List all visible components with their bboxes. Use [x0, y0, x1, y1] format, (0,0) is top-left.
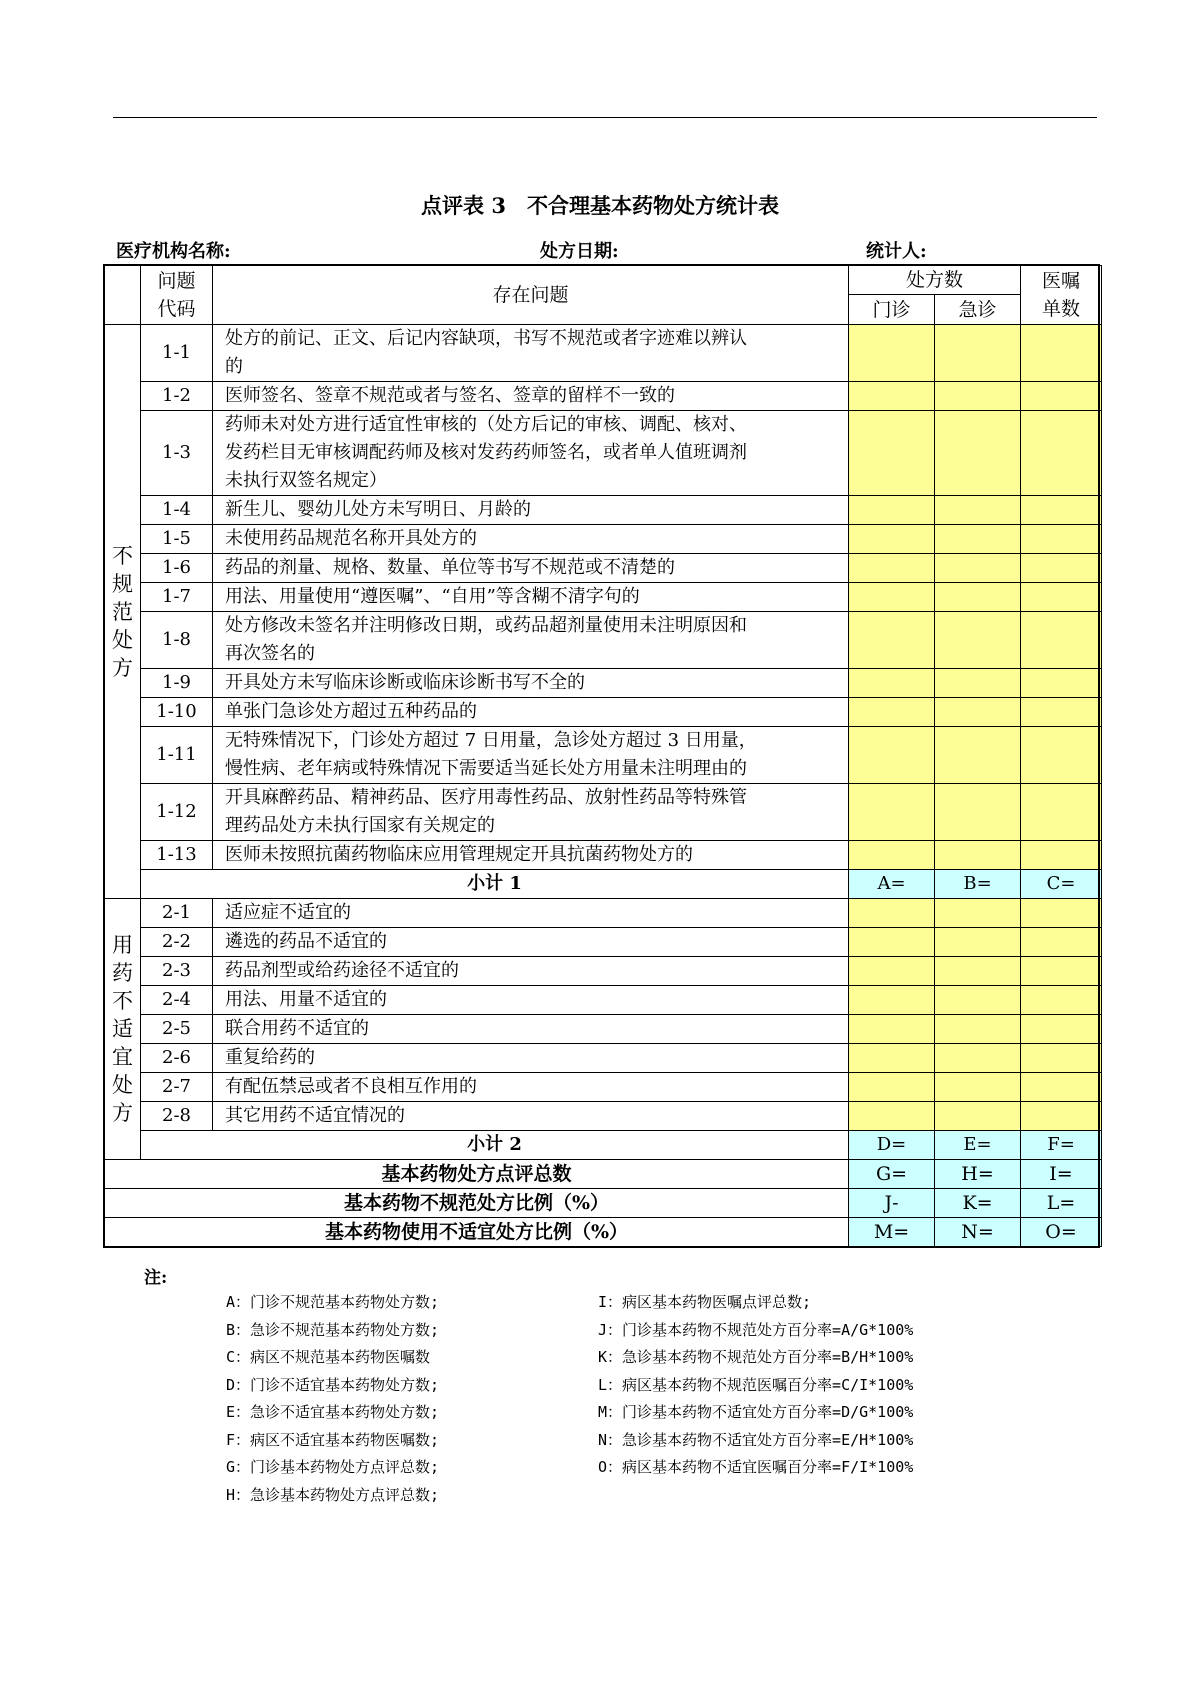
- issue-description-line: 未使用药品规范名称开具处方的: [225, 528, 477, 549]
- emergency-count-input[interactable]: [935, 986, 1021, 1015]
- section-label-char: 用: [112, 933, 133, 957]
- issue-description-line: 单张门急诊处方超过五种药品的: [225, 701, 477, 722]
- issue-code: 2-8: [141, 1102, 213, 1131]
- total-row: [105, 1218, 1102, 1247]
- statistician-label: 统计人:: [866, 241, 927, 262]
- order-count-input[interactable]: [1021, 1102, 1102, 1131]
- notes-right-column: [598, 1289, 913, 1482]
- outpatient-count-input[interactable]: [849, 1015, 935, 1044]
- section-label-char: 药: [112, 961, 133, 985]
- note-line: O：病区基本药物不适宜医嘱百分率=F/I*100%: [598, 1458, 914, 1476]
- issue-code: 1-3: [141, 411, 213, 496]
- table-row: [105, 325, 1102, 382]
- section-label-char: 规: [112, 571, 133, 596]
- issue-description-line: 遴选的药品不适宜的: [225, 931, 387, 952]
- outpatient-count-input[interactable]: [849, 986, 935, 1015]
- issue-code: 2-6: [141, 1044, 213, 1073]
- outpatient-count-input[interactable]: [849, 841, 935, 870]
- issue-code: 1-13: [141, 841, 213, 870]
- order-count-input[interactable]: [1021, 698, 1102, 727]
- note-line: J：门诊基本药物不规范处方百分率=A/G*100%: [598, 1320, 914, 1339]
- emergency-count-input[interactable]: [935, 727, 1021, 784]
- outpatient-count-input[interactable]: [849, 554, 935, 583]
- issue-code: 2-2: [141, 928, 213, 957]
- outpatient-count-input[interactable]: [849, 583, 935, 612]
- issue-description-line: 适应症不适宜的: [225, 902, 351, 923]
- order-count-input[interactable]: [1021, 986, 1102, 1015]
- header-orders: [1021, 266, 1102, 325]
- total-value-cell[interactable]: J-: [849, 1189, 935, 1218]
- header-blank: [105, 266, 141, 325]
- notes-left-column: [226, 1289, 439, 1509]
- emergency-count-input[interactable]: [935, 325, 1021, 382]
- table-row: [105, 411, 1102, 496]
- issue-description: [213, 554, 849, 583]
- note-line: B：急诊不规范基本药物处方数;: [226, 1320, 440, 1339]
- subtotal-value-cell[interactable]: C=: [1021, 870, 1102, 899]
- issue-description: [213, 928, 849, 957]
- issue-code: 1-4: [141, 496, 213, 525]
- total-label: 基本药物使用不适宜处方比例（%）: [105, 1218, 849, 1247]
- section-label-char: 适: [112, 1017, 133, 1041]
- issue-description-line: 药品剂型或给药途径不适宜的: [225, 960, 459, 981]
- issue-description-line: 重复给药的: [225, 1047, 315, 1068]
- emergency-count-input[interactable]: [935, 928, 1021, 957]
- order-count-input[interactable]: [1021, 899, 1102, 928]
- issue-code: 1-10: [141, 698, 213, 727]
- issue-code: 1-7: [141, 583, 213, 612]
- issue-description: [213, 986, 849, 1015]
- total-row: [105, 1189, 1102, 1218]
- issue-description-line: 新生儿、婴幼儿处方未写明日、月龄的: [225, 499, 531, 520]
- issue-description-line: 有配伍禁忌或者不良相互作用的: [225, 1076, 477, 1097]
- issue-code: 1-11: [141, 727, 213, 784]
- issue-description: [213, 899, 849, 928]
- issue-description: [213, 957, 849, 986]
- table-row: [105, 957, 1102, 986]
- page-title: 点评表 3 不合理基本药物处方统计表: [421, 193, 779, 218]
- outpatient-count-input[interactable]: [849, 411, 935, 496]
- issue-code: 1-5: [141, 525, 213, 554]
- issue-description-line: 联合用药不适宜的: [225, 1018, 369, 1039]
- order-count-input[interactable]: [1021, 554, 1102, 583]
- issue-description-line: 用法、用量使用“遵医嘱”、“自用”等含糊不清字句的: [225, 586, 640, 607]
- section-label-char: 处: [112, 1073, 133, 1097]
- header-code-line: 代码: [157, 298, 196, 320]
- issue-description-line: 医师签名、签章不规范或者与签名、签章的留样不一致的: [225, 385, 675, 406]
- header-orders-line: 医嘱: [1042, 270, 1081, 292]
- outpatient-count-input[interactable]: [849, 1102, 935, 1131]
- note-line: I：病区基本药物医嘱点评总数;: [598, 1293, 812, 1311]
- irregular-subtotal-row: [105, 870, 1102, 899]
- issue-description: [213, 1073, 849, 1102]
- issue-description-line: 其它用药不适宜情况的: [225, 1105, 405, 1126]
- subtotal-label: 小计 1: [141, 870, 849, 899]
- subtotal-value-cell[interactable]: B=: [935, 870, 1021, 899]
- date-label: 处方日期:: [540, 241, 619, 262]
- note-line: M：门诊基本药物不适宜处方百分率=D/G*100%: [598, 1403, 914, 1421]
- issue-description: [213, 784, 849, 841]
- section-label-char: 方: [112, 1101, 133, 1125]
- table-row: [105, 583, 1102, 612]
- table-row: [105, 1044, 1102, 1073]
- issue-description-line: 慢性病、老年病或特殊情况下需要适当延长处方用量未注明理由的: [225, 758, 747, 779]
- issue-description-line: 医师未按照抗菌药物临床应用管理规定开具抗菌药物处方的: [225, 844, 693, 865]
- subtotal-value-cell[interactable]: A=: [849, 870, 935, 899]
- issue-description-line: 药品的剂量、规格、数量、单位等书写不规范或不清楚的: [225, 557, 675, 578]
- issue-code: 1-9: [141, 669, 213, 698]
- note-line: K：急诊基本药物不规范处方百分率=B/H*100%: [598, 1348, 914, 1366]
- issue-description: [213, 727, 849, 784]
- issue-description: [213, 325, 849, 382]
- outpatient-count-input[interactable]: [849, 669, 935, 698]
- issue-description: [213, 698, 849, 727]
- order-count-input[interactable]: [1021, 382, 1102, 411]
- table-row: [105, 1102, 1102, 1131]
- header-orders-line: 单数: [1042, 298, 1081, 320]
- issue-description-line: 的: [225, 356, 243, 377]
- table-row: [105, 727, 1102, 784]
- note-line: D：门诊不适宜基本药物处方数;: [226, 1375, 440, 1394]
- table-row: [105, 698, 1102, 727]
- outpatient-count-input[interactable]: [849, 496, 935, 525]
- order-count-input[interactable]: [1021, 957, 1102, 986]
- order-count-input[interactable]: [1021, 583, 1102, 612]
- table-row: [105, 841, 1102, 870]
- order-count-input[interactable]: [1021, 1073, 1102, 1102]
- note-line: L：病区基本药物不规范医嘱百分率=C/I*100%: [598, 1375, 914, 1394]
- outpatient-count-input[interactable]: [849, 784, 935, 841]
- inappropriate-subtotal-row: [105, 1131, 1102, 1160]
- total-value-cell[interactable]: I=: [1021, 1160, 1102, 1189]
- total-value-cell[interactable]: L=: [1021, 1189, 1102, 1218]
- header-code: [141, 266, 213, 325]
- issue-code: 1-6: [141, 554, 213, 583]
- issue-description-line: 用法、用量不适宜的: [225, 989, 387, 1010]
- note-line: C：病区不规范基本药物医嘱数: [226, 1348, 431, 1366]
- issue-description-line: 开具处方未写临床诊断或临床诊断书写不全的: [225, 672, 585, 693]
- issue-description: [213, 496, 849, 525]
- section-label-char: 方: [112, 655, 133, 680]
- note-line: G：门诊基本药物处方点评总数;: [226, 1458, 440, 1476]
- emergency-count-input[interactable]: [935, 496, 1021, 525]
- table-row: [105, 986, 1102, 1015]
- issue-description-line: 理药品处方未执行国家有关规定的: [225, 815, 495, 836]
- issue-description-line: 药师未对处方进行适宜性审核的（处方后记的审核、调配、核对、: [225, 414, 747, 435]
- inappropriate-section-label: [105, 899, 141, 1160]
- total-value-cell[interactable]: G=: [849, 1160, 935, 1189]
- order-count-input[interactable]: [1021, 928, 1102, 957]
- emergency-count-input[interactable]: [935, 1073, 1021, 1102]
- header-outpatient: 门诊: [849, 295, 935, 325]
- table-row: [105, 899, 1102, 928]
- issue-code: 1-12: [141, 784, 213, 841]
- emergency-count-input[interactable]: [935, 554, 1021, 583]
- outpatient-count-input[interactable]: [849, 928, 935, 957]
- note-line: E：急诊不适宜基本药物处方数;: [226, 1403, 440, 1421]
- notes-label: 注:: [144, 1268, 168, 1288]
- outpatient-count-input[interactable]: [849, 612, 935, 669]
- total-value-cell[interactable]: H=: [935, 1160, 1021, 1189]
- outpatient-count-input[interactable]: [849, 698, 935, 727]
- total-value-cell[interactable]: K=: [935, 1189, 1021, 1218]
- emergency-count-input[interactable]: [935, 382, 1021, 411]
- issue-description: [213, 525, 849, 554]
- emergency-count-input[interactable]: [935, 583, 1021, 612]
- section-label-char: 处: [112, 627, 133, 652]
- institution-label: 医疗机构名称:: [116, 241, 231, 262]
- issue-description: [213, 382, 849, 411]
- issue-code: 2-4: [141, 986, 213, 1015]
- issue-description-line: 无特殊情况下，门诊处方超过 7 日用量，急诊处方超过 3 日用量，: [225, 730, 757, 751]
- section-label-char: 宜: [112, 1045, 133, 1069]
- section-label-char: 不: [112, 543, 133, 568]
- note-line: N：急诊基本药物不适宜处方百分率=E/H*100%: [598, 1430, 914, 1449]
- outpatient-count-input[interactable]: [849, 1044, 935, 1073]
- statistics-table: [104, 265, 1102, 1247]
- issue-description-line: 处方修改未签名并注明修改日期，或药品超剂量使用未注明原因和: [225, 615, 747, 636]
- total-value-cell[interactable]: M=: [849, 1218, 935, 1247]
- total-row: [105, 1160, 1102, 1189]
- outpatient-count-input[interactable]: [849, 525, 935, 554]
- total-value-cell[interactable]: N=: [935, 1218, 1021, 1247]
- emergency-count-input[interactable]: [935, 1044, 1021, 1073]
- issue-code: 2-1: [141, 899, 213, 928]
- emergency-count-input[interactable]: [935, 1102, 1021, 1131]
- issue-description-line: 处方的前记、正文、后记内容缺项，书写不规范或者字迹难以辨认: [225, 328, 747, 349]
- table-row: [105, 496, 1102, 525]
- emergency-count-input[interactable]: [935, 899, 1021, 928]
- issue-description: [213, 612, 849, 669]
- issue-code: 1-2: [141, 382, 213, 411]
- issue-description: [213, 411, 849, 496]
- emergency-count-input[interactable]: [935, 698, 1021, 727]
- table-row: [105, 382, 1102, 411]
- issue-code: 1-8: [141, 612, 213, 669]
- emergency-count-input[interactable]: [935, 525, 1021, 554]
- subtotal-label: 小计 2: [141, 1131, 849, 1160]
- issue-description: [213, 583, 849, 612]
- emergency-count-input[interactable]: [935, 669, 1021, 698]
- table-row: [105, 784, 1102, 841]
- outpatient-count-input[interactable]: [849, 899, 935, 928]
- header-emergency: 急诊: [935, 295, 1021, 325]
- order-count-input[interactable]: [1021, 1044, 1102, 1073]
- table-row: [105, 928, 1102, 957]
- order-count-input[interactable]: [1021, 1015, 1102, 1044]
- issue-code: 2-7: [141, 1073, 213, 1102]
- section-label-char: 不: [112, 989, 133, 1013]
- header-rx-count: 处方数: [849, 266, 1021, 295]
- header-code-line: 问题: [157, 270, 196, 292]
- subtotal-value-cell[interactable]: E=: [935, 1131, 1021, 1160]
- subtotal-value-cell[interactable]: F=: [1021, 1131, 1102, 1160]
- section-label-char: 范: [112, 599, 133, 624]
- header-issue: 存在问题: [213, 266, 849, 325]
- table-row: [105, 1073, 1102, 1102]
- order-count-input[interactable]: [1021, 612, 1102, 669]
- outpatient-count-input[interactable]: [849, 325, 935, 382]
- issue-description: [213, 1102, 849, 1131]
- issue-code: 2-5: [141, 1015, 213, 1044]
- total-value-cell[interactable]: O=: [1021, 1218, 1102, 1247]
- order-count-input[interactable]: [1021, 525, 1102, 554]
- emergency-count-input[interactable]: [935, 612, 1021, 669]
- issue-code: 1-1: [141, 325, 213, 382]
- note-line: A：门诊不规范基本药物处方数;: [226, 1293, 440, 1311]
- emergency-count-input[interactable]: [935, 784, 1021, 841]
- issue-description-line: 再次签名的: [225, 643, 315, 664]
- order-count-input[interactable]: [1021, 784, 1102, 841]
- total-label: 基本药物不规范处方比例（%）: [105, 1189, 849, 1218]
- order-count-input[interactable]: [1021, 727, 1102, 784]
- emergency-count-input[interactable]: [935, 957, 1021, 986]
- irregular-section-label: [105, 325, 141, 899]
- outpatient-count-input[interactable]: [849, 727, 935, 784]
- outpatient-count-input[interactable]: [849, 382, 935, 411]
- issue-description: [213, 1015, 849, 1044]
- issue-description: [213, 1044, 849, 1073]
- order-count-input[interactable]: [1021, 496, 1102, 525]
- table-row: [105, 554, 1102, 583]
- issue-code: 2-3: [141, 957, 213, 986]
- outpatient-count-input[interactable]: [849, 957, 935, 986]
- emergency-count-input[interactable]: [935, 1015, 1021, 1044]
- note-line: H：急诊基本药物处方点评总数;: [226, 1485, 440, 1504]
- issue-description-line: 未执行双签名规定）: [225, 470, 387, 491]
- table-row: [105, 525, 1102, 554]
- table-row: [105, 612, 1102, 669]
- issue-description: [213, 841, 849, 870]
- order-count-input[interactable]: [1021, 325, 1102, 382]
- order-count-input[interactable]: [1021, 841, 1102, 870]
- order-count-input[interactable]: [1021, 411, 1102, 496]
- table-row: [105, 1015, 1102, 1044]
- header-rule: [113, 117, 1097, 118]
- issue-description: [213, 669, 849, 698]
- outpatient-count-input[interactable]: [849, 1073, 935, 1102]
- issue-description-line: 发药栏目无审核调配药师及核对发药药师签名，或者单人值班调剂: [225, 442, 747, 463]
- note-line: F：病区不适宜基本药物医嘱数;: [226, 1430, 440, 1449]
- subtotal-value-cell[interactable]: D=: [849, 1131, 935, 1160]
- order-count-input[interactable]: [1021, 669, 1102, 698]
- issue-description-line: 开具麻醉药品、精神药品、医疗用毒性药品、放射性药品等特殊管: [225, 787, 747, 808]
- emergency-count-input[interactable]: [935, 411, 1021, 496]
- emergency-count-input[interactable]: [935, 841, 1021, 870]
- total-label: 基本药物处方点评总数: [105, 1160, 849, 1189]
- table-row: [105, 669, 1102, 698]
